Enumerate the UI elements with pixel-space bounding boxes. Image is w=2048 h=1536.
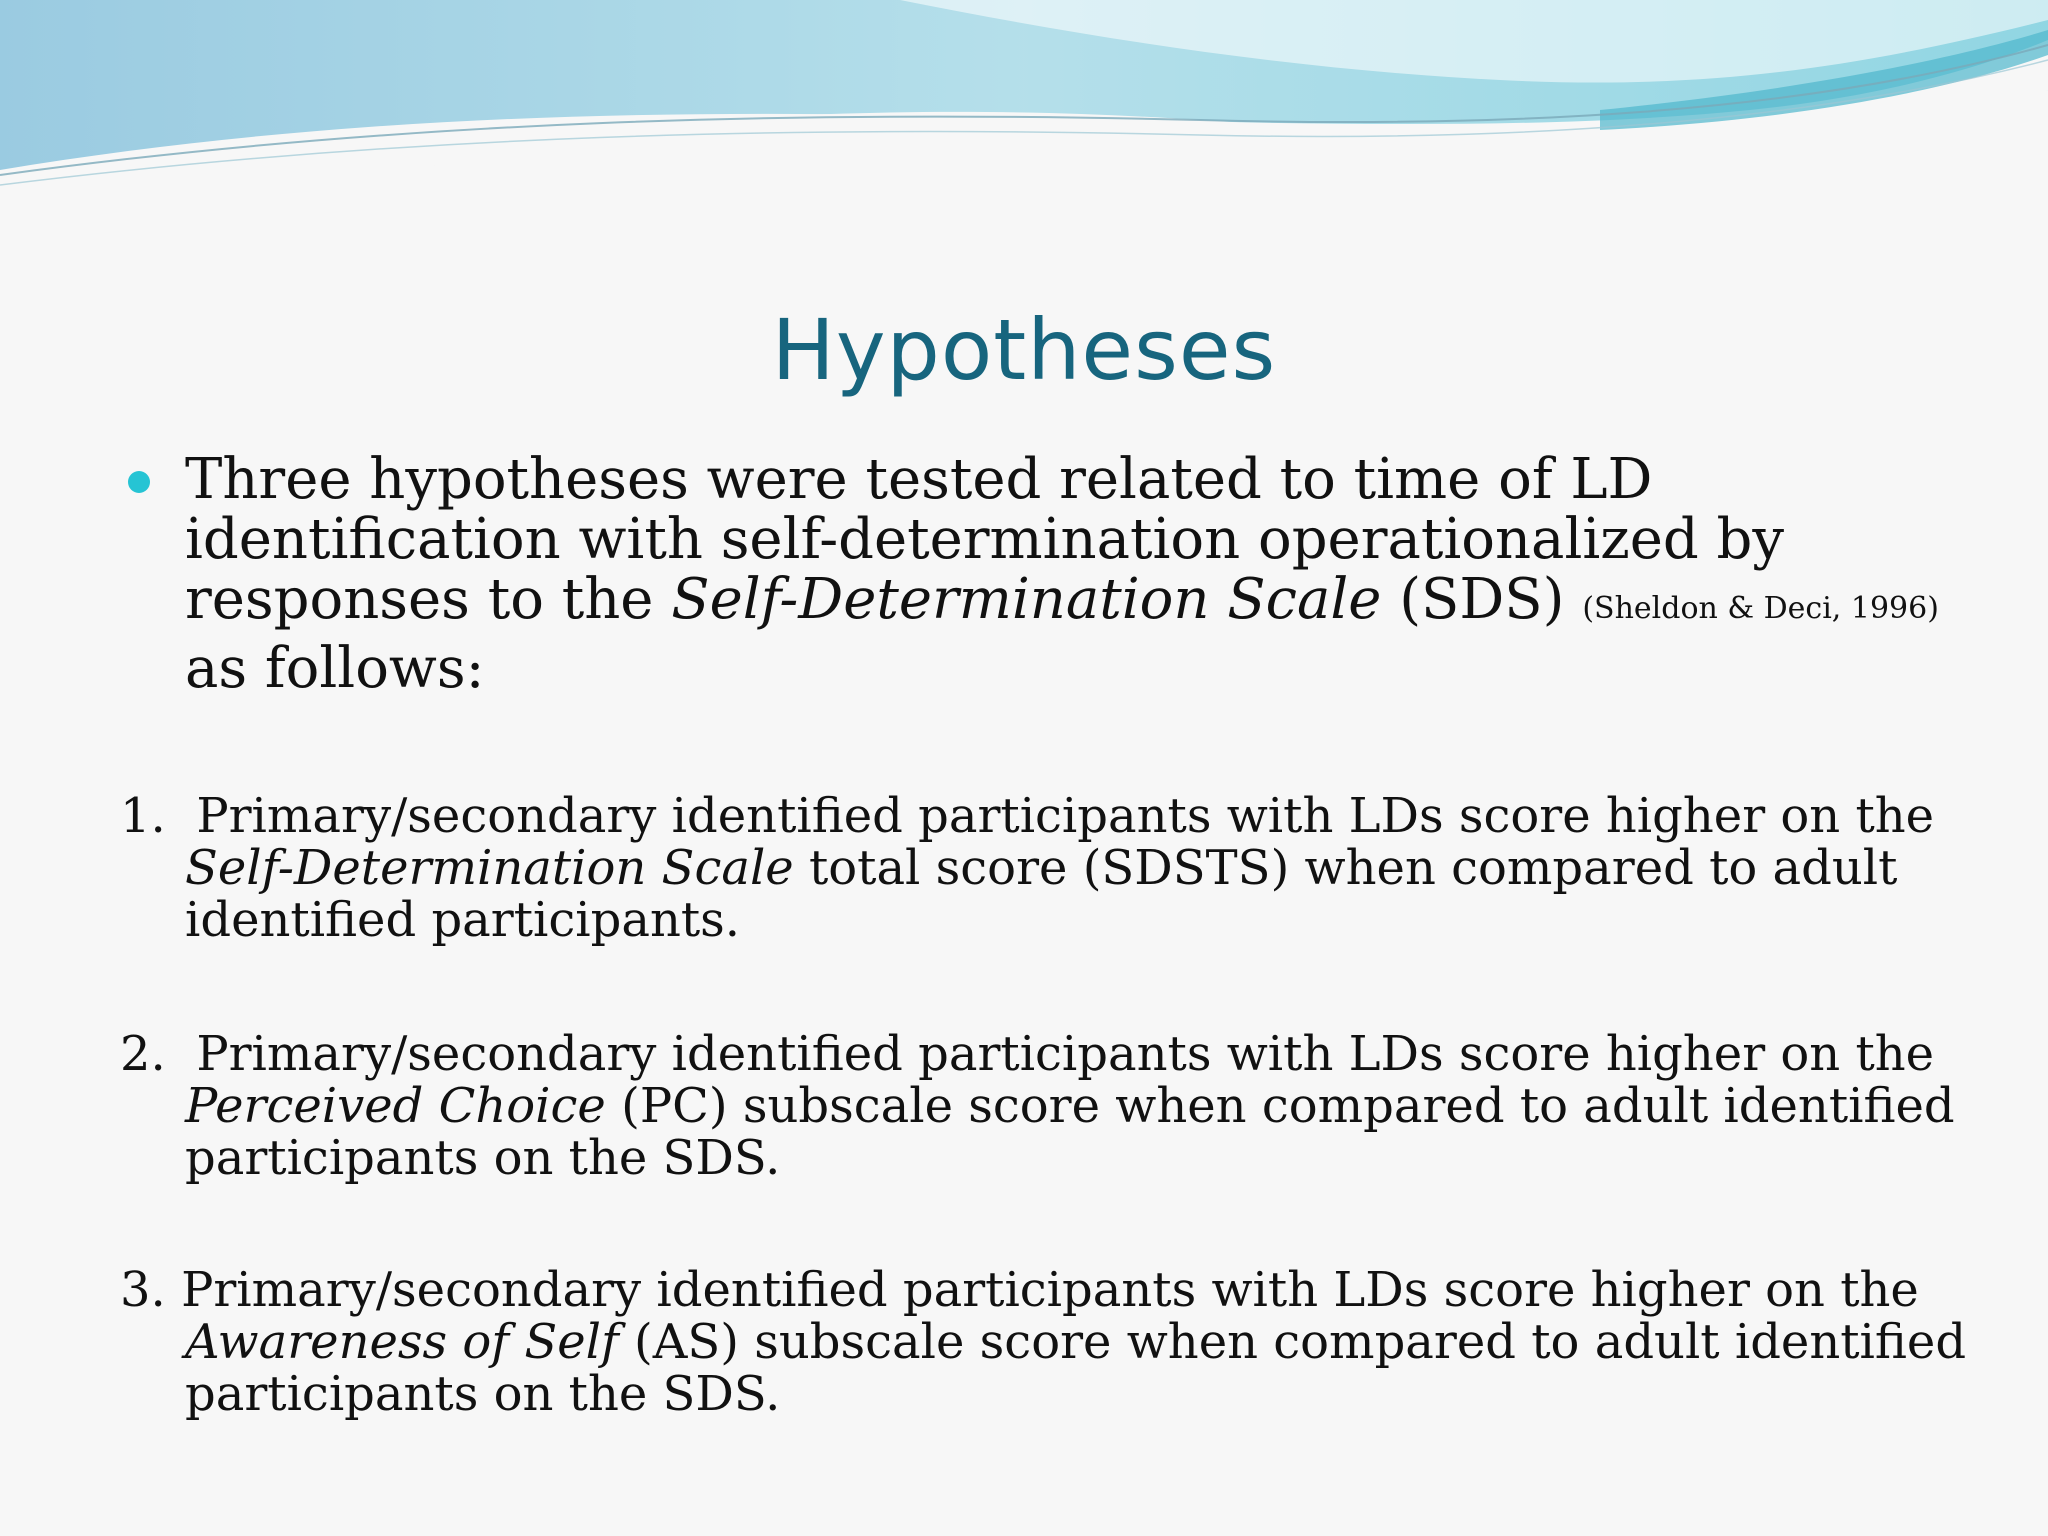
hypothesis-tail: participants on the SDS. [185, 1130, 781, 1186]
hypothesis-item-1 [120, 790, 2000, 946]
hypothesis-rest: (PC) subscale score when compared to adult identified [605, 1078, 1955, 1134]
header-wave-decoration [0, 0, 2048, 240]
hypothesis-lead: Primary/secondary identified participants with LDs score higher on the [181, 1262, 1919, 1318]
hypothesis-number: 1. [120, 788, 166, 844]
intro-text-part3: as follows: [185, 636, 485, 701]
hypothesis-lead: Primary/secondary identified participants with LDs score higher on the [196, 788, 1935, 844]
intro-citation: (Sheldon & Deci, 1996) [1582, 591, 1939, 626]
hypothesis-number: 3. [120, 1262, 166, 1318]
hypothesis-italic: Awareness of Self [185, 1314, 619, 1370]
intro-text-part1: Three hypotheses were tested related to time of LD identification with self-determination operationalized by responses to the [185, 447, 1785, 632]
hypothesis-rest: total score (SDSTS) when compared to adult [793, 840, 1898, 896]
hypothesis-line2 [120, 842, 2000, 894]
hypothesis-tail: participants on the SDS. [185, 1366, 781, 1422]
slide-title: Hypotheses [771, 301, 1277, 399]
hypothesis-number: 2. [120, 1026, 166, 1082]
intro-bullet [185, 447, 1975, 701]
hypothesis-lead: Primary/secondary identified participants with LDs score higher on the [196, 1026, 1935, 1082]
hypothesis-line2 [120, 1080, 2000, 1132]
hypothesis-italic: Perceived Choice [185, 1078, 606, 1134]
hypothesis-line2 [120, 1316, 2000, 1368]
hypothesis-item-2 [120, 1028, 2000, 1184]
intro-scale-name: Self-Determination Scale [671, 567, 1382, 632]
hypothesis-tail: identified participants. [185, 892, 741, 948]
hypothesis-italic: Self-Determination Scale [185, 840, 794, 896]
bullet-dot-icon [128, 471, 150, 493]
hypothesis-rest: (AS) subscale score when compared to adult identified [618, 1314, 1967, 1370]
intro-text-part2: (SDS) [1381, 567, 1583, 632]
hypothesis-item-3 [120, 1264, 2000, 1420]
